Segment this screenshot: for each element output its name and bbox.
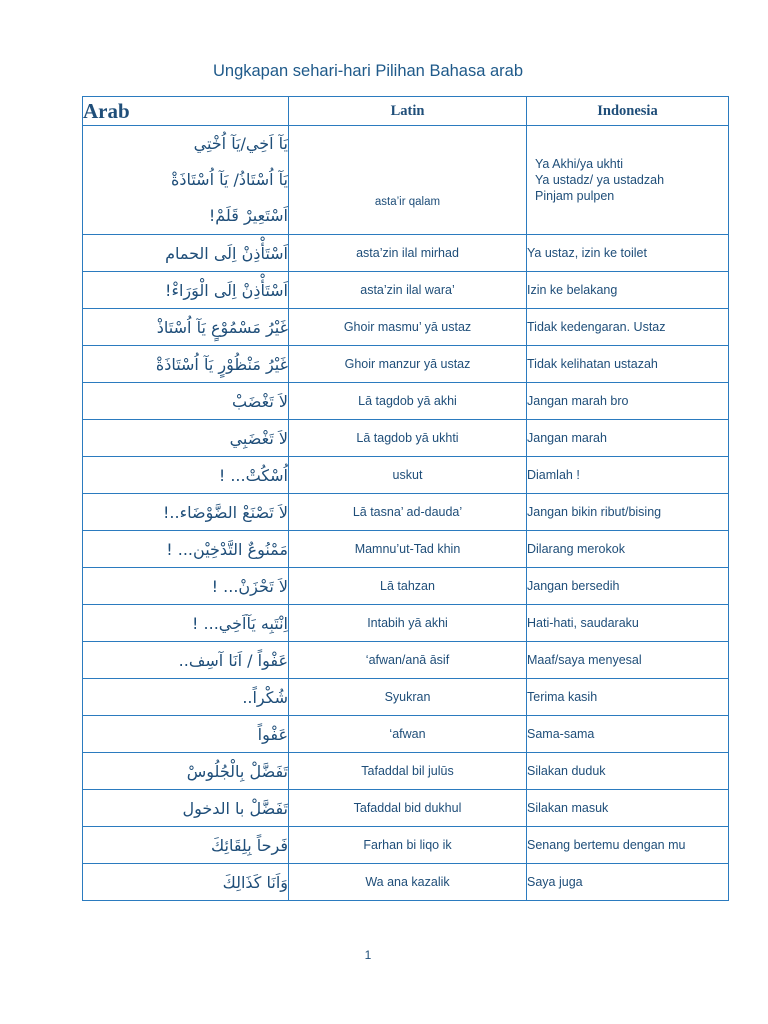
arab-cell: غَيْرُ مَنْظُوْرٍ يَآ اُسْتَاذَةْ: [83, 346, 289, 383]
latin-cell: Lā tagdob yā ukhti: [289, 420, 527, 457]
latin-cell: Lā tasna’ ad-dauda’: [289, 494, 527, 531]
arab-cell: اَسْتَأْذِنْ اِلَى الحمام: [83, 235, 289, 272]
indonesia-cell: Jangan marah: [527, 420, 729, 457]
indonesia-cell: Jangan bikin ribut/bising: [527, 494, 729, 531]
page-title: Ungkapan sehari-hari Pilihan Bahasa arab: [212, 62, 524, 80]
table-row: [83, 457, 729, 494]
indonesia-cell: Sama-sama: [527, 716, 729, 753]
header-arab: Arab: [83, 97, 289, 126]
arab-cell: وَاَنَا كَذَالِكَ: [83, 864, 289, 901]
latin-cell: Ghoir masmu’ yā ustaz: [289, 309, 527, 346]
arab-line: يَآ اُسْتَاذُ/ يَآ اُسْتَاذَةْ: [170, 170, 288, 189]
table-row: [83, 753, 729, 790]
table-row: [83, 790, 729, 827]
table-row: [83, 235, 729, 272]
indonesia-cell: Jangan bersedih: [527, 568, 729, 605]
arab-cell: اُسْكُتْ... !: [83, 457, 289, 494]
indonesia-cell: Saya juga: [527, 864, 729, 901]
table-header-row: [83, 97, 729, 126]
indonesia-cell: Silakan masuk: [527, 790, 729, 827]
table-row: [83, 864, 729, 901]
indonesia-line: Ya ustadz/ ya ustadzah: [535, 173, 665, 187]
arab-cell: لاَ تَغْضَبْ: [83, 383, 289, 420]
arab-cell: لاَ تَغْضَبِي: [83, 420, 289, 457]
table-row: [83, 346, 729, 383]
indonesia-line: Pinjam pulpen: [535, 189, 615, 203]
indonesia-cell: Terima kasih: [527, 679, 729, 716]
latin-cell: asta’zin ilal wara’: [289, 272, 527, 309]
indonesia-cell: Senang bertemu dengan mu: [527, 827, 729, 864]
latin-cell: [289, 126, 527, 235]
table-row: [83, 531, 729, 568]
latin-text: asta’ir qalam: [374, 196, 441, 208]
latin-cell: ‘afwan: [289, 716, 527, 753]
arab-cell: لاَ تَحْزَنْ... !: [83, 568, 289, 605]
latin-cell: Farhan bi liqo ik: [289, 827, 527, 864]
latin-cell: Ghoir manzur yā ustaz: [289, 346, 527, 383]
indonesia-line: Ya Akhi/ya ukhti: [535, 157, 624, 171]
phrase-table: [82, 96, 729, 901]
table-row: [83, 568, 729, 605]
arab-cell: عَفْواً: [83, 716, 289, 753]
latin-cell: asta’zin ilal mirhad: [289, 235, 527, 272]
table-row-first: [83, 126, 729, 235]
table-row: [83, 605, 729, 642]
latin-cell: ‘afwan/anā āsif: [289, 642, 527, 679]
latin-cell: Intabih yā akhi: [289, 605, 527, 642]
arab-cell: مَمْنُوعٌ التَّدْخِيْن... !: [83, 531, 289, 568]
table-row: [83, 272, 729, 309]
table-row: [83, 309, 729, 346]
table-row: [83, 494, 729, 531]
latin-cell: Tafaddal bid dukhul: [289, 790, 527, 827]
indonesia-cell: [527, 126, 729, 235]
arab-line: اَسْتَعِيرْ قَلَمْ!: [208, 206, 288, 225]
table-row: [83, 716, 729, 753]
indonesia-cell: Izin ke belakang: [527, 272, 729, 309]
arab-cell: [83, 126, 289, 235]
latin-cell: Mamnu’ut-Tad khin: [289, 531, 527, 568]
indonesia-cell: Dilarang merokok: [527, 531, 729, 568]
latin-cell: Wa ana kazalik: [289, 864, 527, 901]
indonesia-cell: Hati-hati, saudaraku: [527, 605, 729, 642]
header-indonesia: Indonesia: [527, 97, 729, 126]
table-row: [83, 383, 729, 420]
indonesia-cell: Ya ustaz, izin ke toilet: [527, 235, 729, 272]
indonesia-cell: Maaf/saya menyesal: [527, 642, 729, 679]
table-row: [83, 679, 729, 716]
latin-cell: Lā tahzan: [289, 568, 527, 605]
indonesia-cell: Tidak kelihatan ustazah: [527, 346, 729, 383]
page-number: 1: [364, 948, 372, 962]
indonesia-cell: Silakan duduk: [527, 753, 729, 790]
arab-cell: غَيْرُ مَسْمُوْعٍ يَآ اُسْتَاذْ: [83, 309, 289, 346]
arab-cell: عَفْواً / اَنَا آسِف..: [83, 642, 289, 679]
indonesia-cell: Jangan marah bro: [527, 383, 729, 420]
arab-cell: لاَ تَصْنَعْ الضَّوْضَاء..!: [83, 494, 289, 531]
latin-cell: Lā tagdob yā akhi: [289, 383, 527, 420]
header-latin: Latin: [289, 97, 527, 126]
table-row: [83, 642, 729, 679]
table-row: [83, 827, 729, 864]
latin-cell: uskut: [289, 457, 527, 494]
table-row: [83, 420, 729, 457]
indonesia-cell: Tidak kedengaran. Ustaz: [527, 309, 729, 346]
arab-cell: فَرحاً بِلِقَائِكَ: [83, 827, 289, 864]
indonesia-cell: Diamlah !: [527, 457, 729, 494]
latin-cell: Tafaddal bil julūs: [289, 753, 527, 790]
arab-cell: تَفَضَّلْ بِالْجُلُوسْ: [83, 753, 289, 790]
arab-cell: اِنْتَبِه يَآاَخِي... !: [83, 605, 289, 642]
arab-line: يَآ اَخِي/يَآ اُخْتِي: [193, 134, 288, 153]
arab-cell: شُكْراً..: [83, 679, 289, 716]
latin-cell: Syukran: [289, 679, 527, 716]
arab-cell: اَسْتَأْذِنْ اِلَى الْوَرَاءْ!: [83, 272, 289, 309]
arab-cell: تَفَضَّلْ با الدخول: [83, 790, 289, 827]
